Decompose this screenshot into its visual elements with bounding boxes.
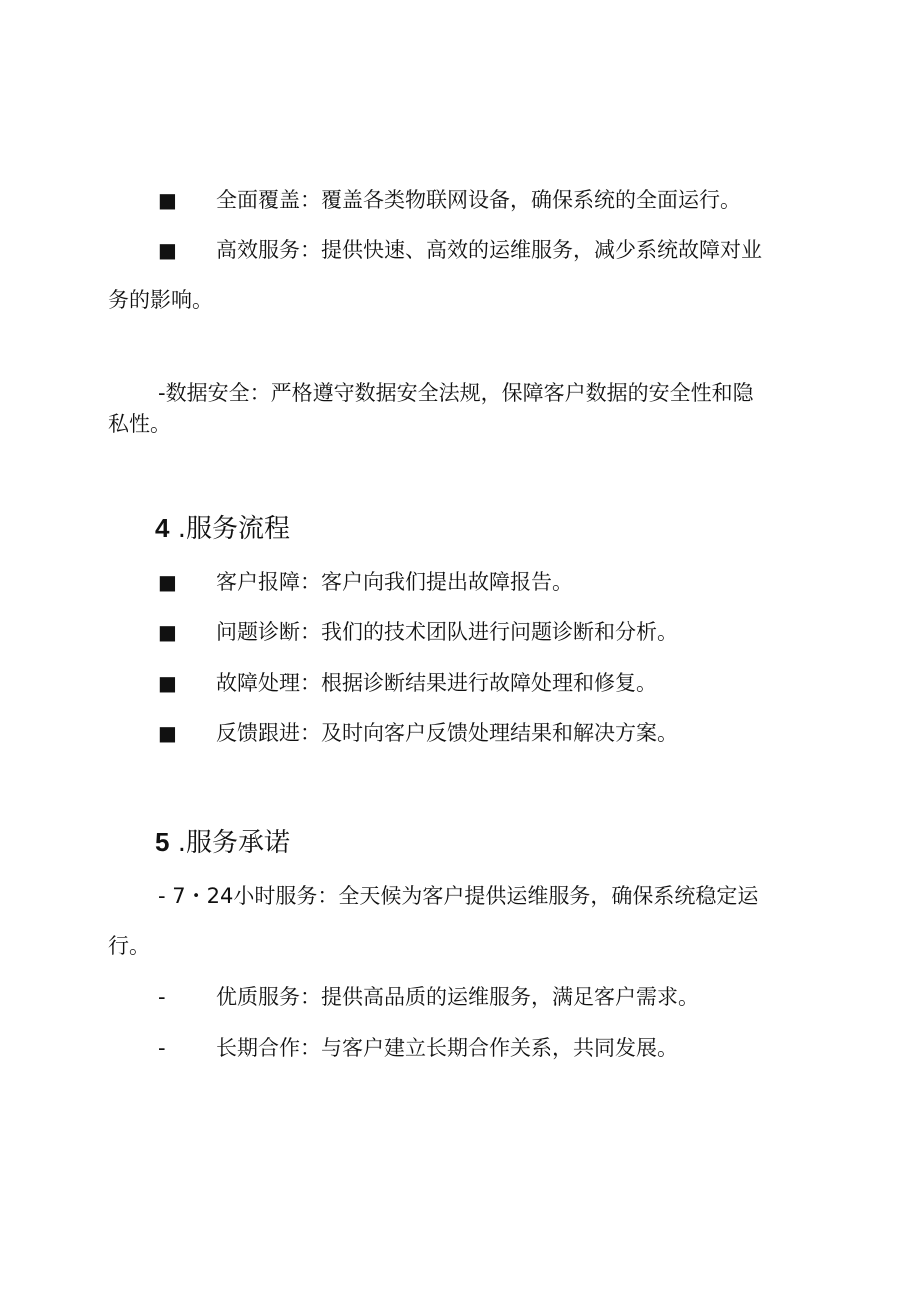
bullet-icon: ■ bbox=[158, 721, 177, 745]
bullet-icon: ■ bbox=[158, 188, 177, 212]
dash-icon: - bbox=[158, 985, 166, 1009]
efficient-service-item-line1: 高效服务：提供快速、高效的运维服务，减少系统故障对业 bbox=[216, 238, 762, 262]
section-4-heading bbox=[155, 512, 290, 545]
data-security-line1: -数据安全：严格遵守数据安全法规，保障客户数据的安全性和隐 bbox=[158, 381, 754, 405]
section-5-title: .服务承诺 bbox=[177, 828, 290, 858]
process-item-feedback: 反馈跟进：及时向客户反馈处理结果和解决方案。 bbox=[216, 721, 678, 745]
process-item-handling: 故障处理：根据诊断结果进行故障处理和修复。 bbox=[216, 671, 657, 695]
section-4-title: .服务流程 bbox=[177, 514, 290, 544]
efficient-service-item-line2: 务的影响。 bbox=[108, 288, 213, 312]
section-5-number: 5 bbox=[155, 827, 170, 857]
section-5-heading bbox=[155, 826, 290, 859]
process-item-diagnosis: 问题诊断：我们的技术团队进行问题诊断和分析。 bbox=[216, 620, 678, 644]
commitment-long-term: 长期合作：与客户建立长期合作关系，共同发展。 bbox=[216, 1036, 678, 1060]
bullet-icon: ■ bbox=[158, 238, 177, 262]
data-security-line2: 私性。 bbox=[108, 412, 171, 436]
bullet-icon: ■ bbox=[158, 620, 177, 644]
dash-icon: - bbox=[158, 1036, 166, 1060]
section-4-number: 4 bbox=[155, 513, 170, 543]
bullet-icon: ■ bbox=[158, 570, 177, 594]
commitment-24h-line1: - 7・24小时服务：全天候为客户提供运维服务，确保系统稳定运 bbox=[158, 884, 759, 908]
commitment-24h-line2: 行。 bbox=[108, 934, 150, 958]
commitment-quality: 优质服务：提供高品质的运维服务，满足客户需求。 bbox=[216, 985, 699, 1009]
coverage-item-text: 全面覆盖：覆盖各类物联网设备，确保系统的全面运行。 bbox=[216, 188, 741, 212]
process-item-report: 客户报障：客户向我们提出故障报告。 bbox=[216, 570, 573, 594]
bullet-icon: ■ bbox=[158, 671, 177, 695]
